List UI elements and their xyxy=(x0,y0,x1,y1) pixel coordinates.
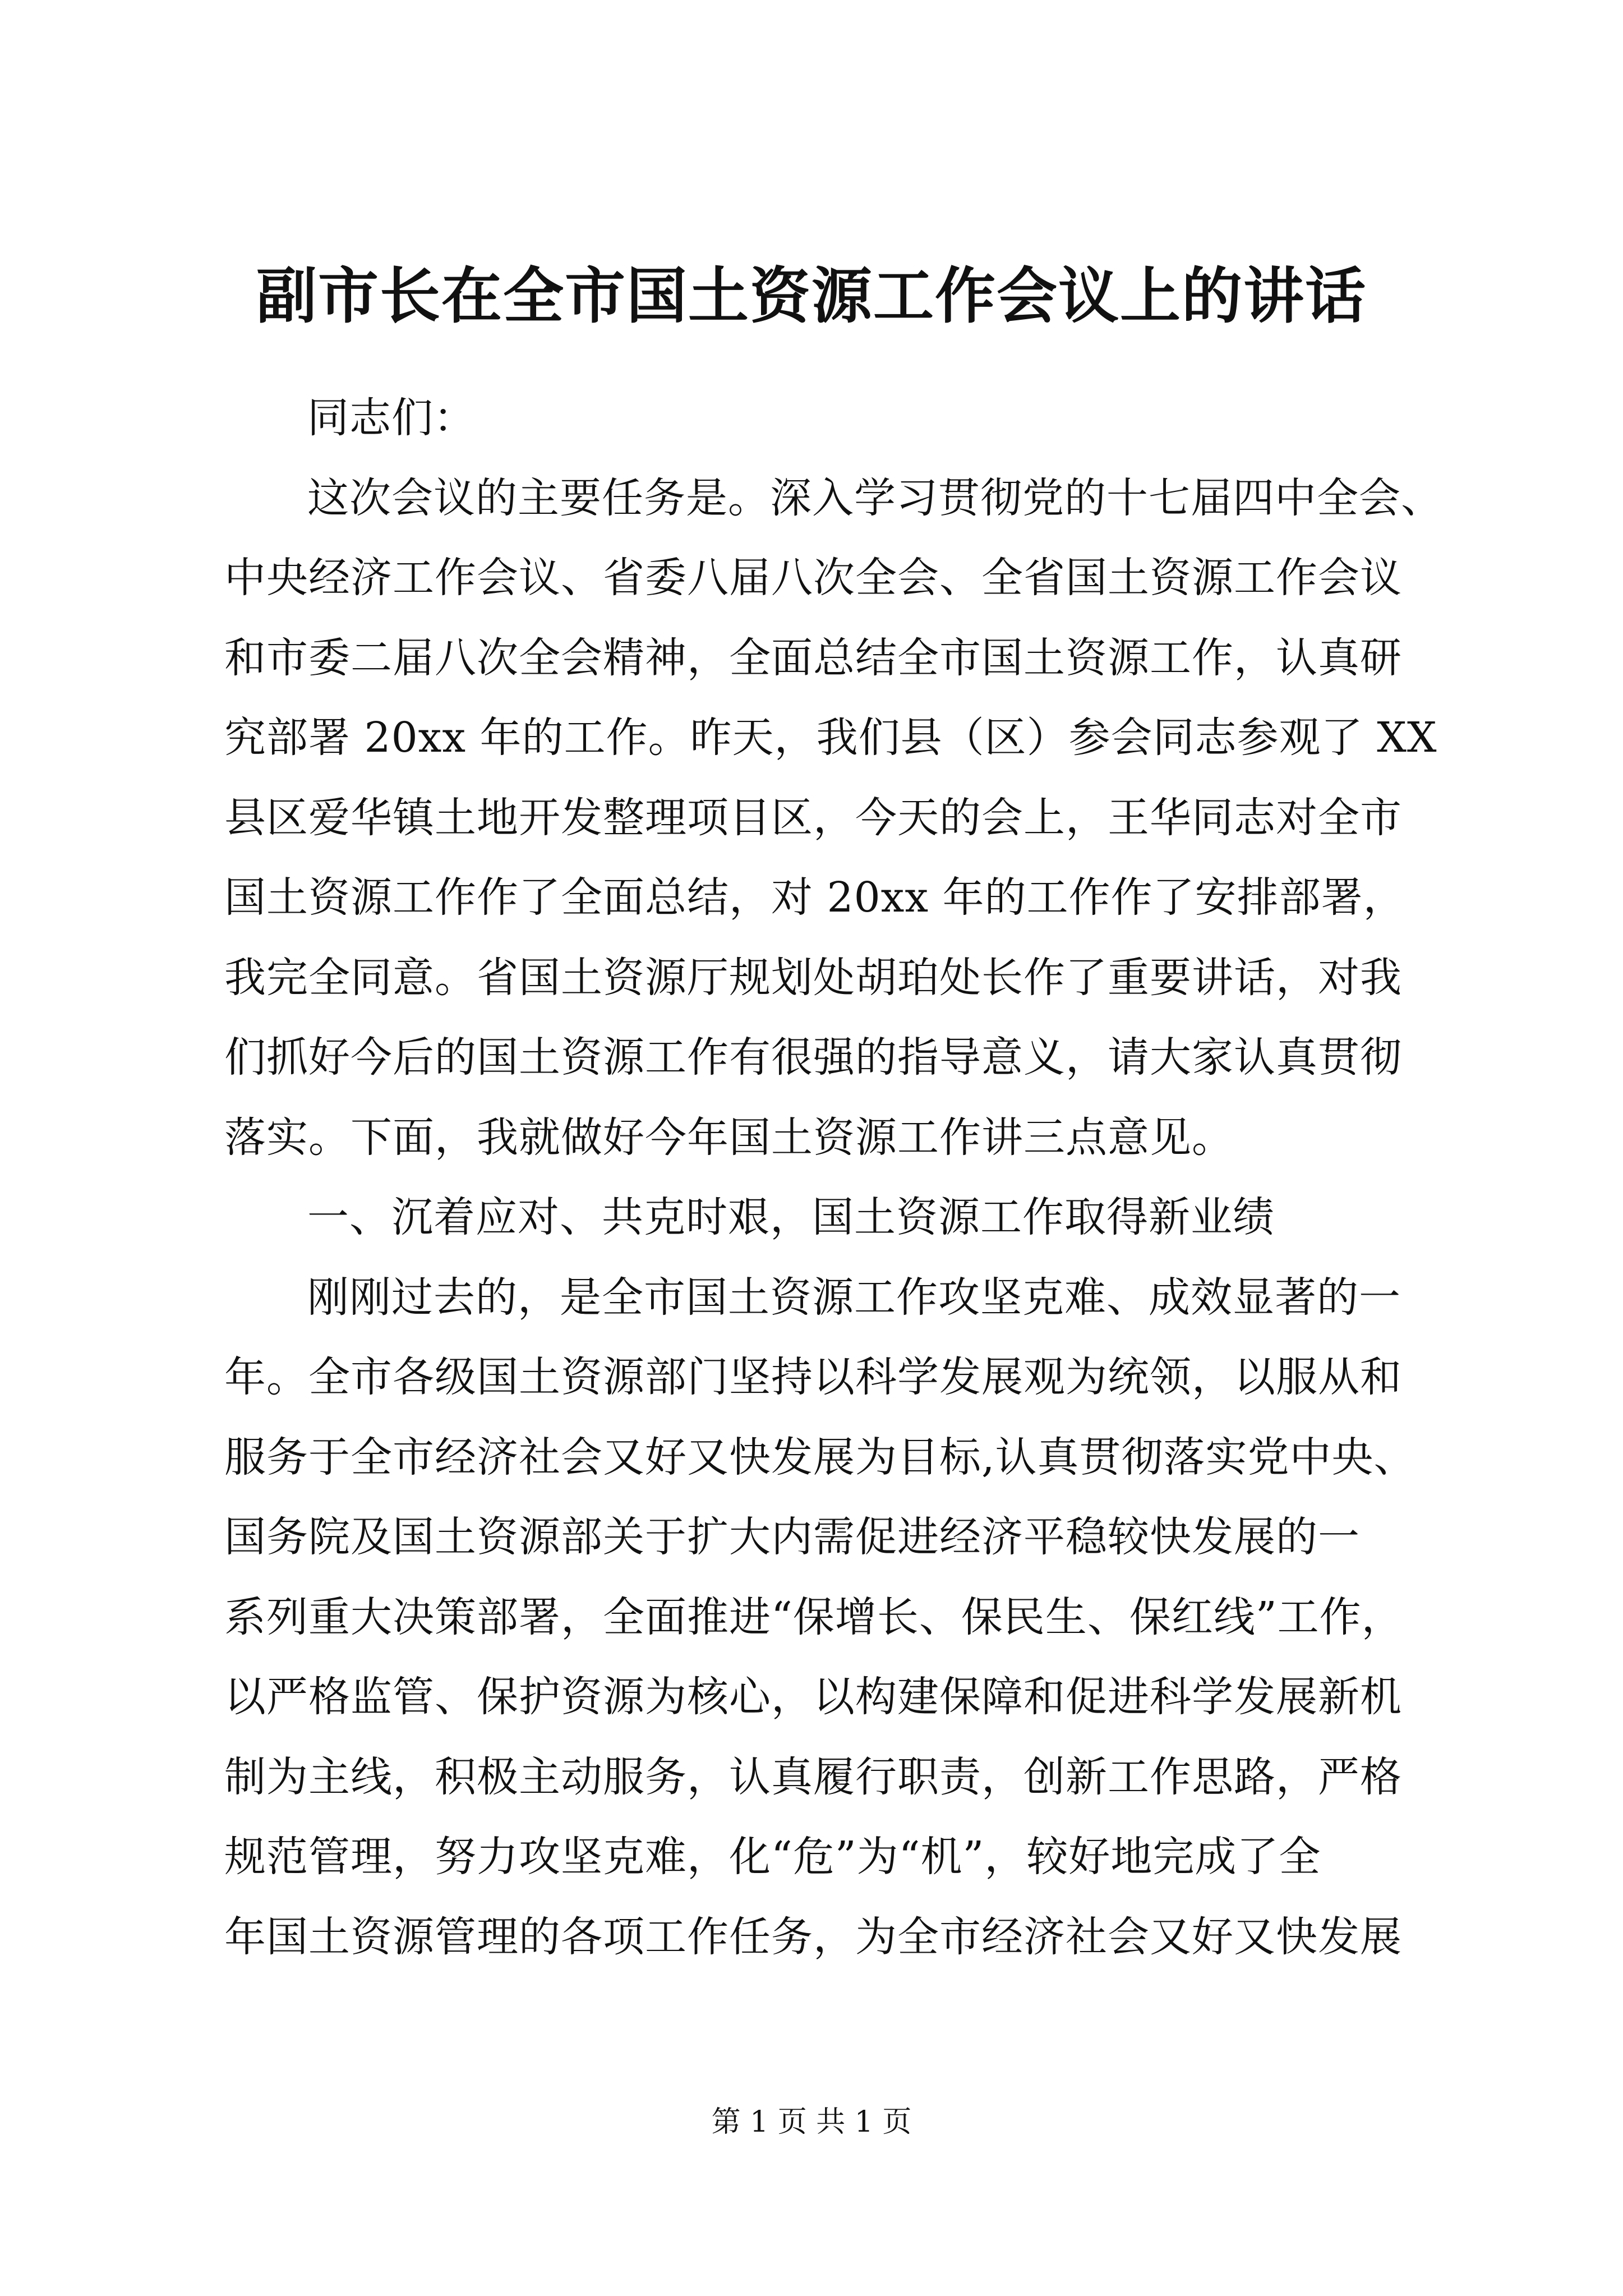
paragraph-line: 国土资源工作作了全面总结，对 20xx 年的工作作了安排部署， xyxy=(224,873,1405,922)
page-footer: 第 1 页 共 1 页 xyxy=(711,2105,912,2139)
paragraph-line: 制为主线，积极主动服务，认真履行职责，创新工作思路，严格 xyxy=(224,1753,1402,1801)
paragraph-line: 们抓好今后的国土资源工作有很强的指导意义，请大家认真贯彻 xyxy=(224,1033,1402,1082)
paragraph-line: 中央经济工作会议、省委八届八次全会、全省国土资源工作会议 xyxy=(224,554,1402,602)
paragraph-line: 年。全市各级国土资源部门坚持以科学发展观为统领，以服从和 xyxy=(224,1353,1402,1401)
paragraph-line: 刚刚过去的，是全市国土资源工作攻坚克难、成效显著的一 xyxy=(307,1273,1401,1322)
paragraph-line: 和市委二届八次全会精神，全面总结全市国土资源工作，认真研 xyxy=(224,634,1402,682)
paragraph-line: 规范管理，努力攻坚克难，化“危”为“机”，较好地完成了全 xyxy=(224,1833,1321,1881)
paragraph-line: 究部署 20xx 年的工作。昨天，我们县（区）参会同志参观了 XX xyxy=(224,714,1437,762)
paragraph-line: 系列重大决策部署，全面推进“保增长、保民生、保红线”工作， xyxy=(224,1593,1404,1641)
document-title: 副市长在全市国土资源工作会议上的讲话 xyxy=(256,261,1367,332)
paragraph-line: 县区爱华镇土地开发整理项目区，今天的会上，王华同志对全市 xyxy=(224,794,1402,842)
salutation-line: 同志们： xyxy=(307,394,476,442)
paragraph-line: 服务于全市经济社会又好又快发展为目标,认真贯彻落实党中央、 xyxy=(224,1433,1416,1481)
section-heading: 一、沉着应对、共克时艰，国土资源工作取得新业绩 xyxy=(307,1193,1275,1241)
paragraph-line: 落实。下面，我就做好今年国土资源工作讲三点意见。 xyxy=(224,1114,1234,1162)
paragraph-line: 以严格监管、保护资源为核心，以构建保障和促进科学发展新机 xyxy=(224,1673,1402,1721)
paragraph-line: 这次会议的主要任务是。深入学习贯彻党的十七届四中全会、 xyxy=(307,474,1443,522)
paragraph-line: 国务院及国土资源部关于扩大内需促进经济平稳较快发展的一 xyxy=(224,1513,1360,1561)
paragraph-line: 我完全同意。省国土资源厅规划处胡珀处长作了重要讲话，对我 xyxy=(224,954,1402,1002)
paragraph-line: 年国土资源管理的各项工作任务，为全市经济社会又好又快发展 xyxy=(224,1913,1402,1961)
